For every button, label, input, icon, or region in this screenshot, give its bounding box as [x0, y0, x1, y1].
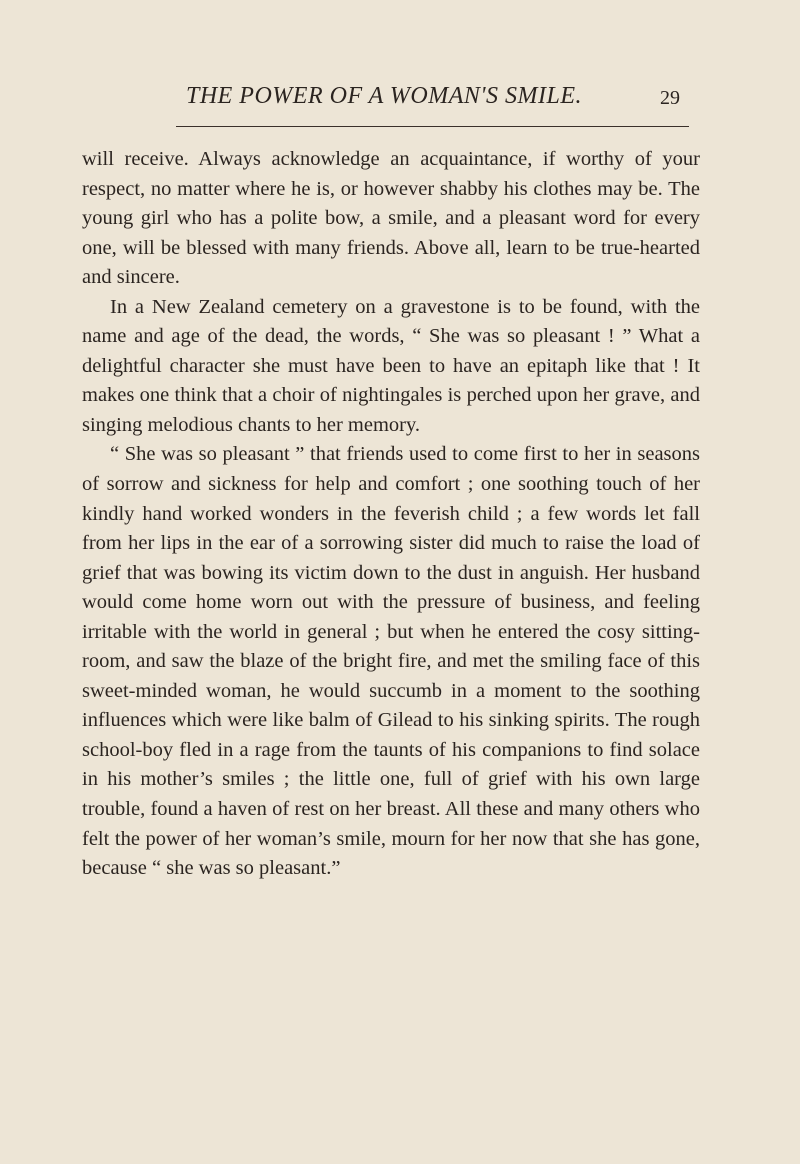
paragraph-1: will receive. Always acknowledge an acquaintance, if worthy of your respect, no matter where he is, or however shabby his clothes may be. The young girl who has a polite bow, a smile, and a pleasant word for every one, will be blessed with many friends. Above all, learn to be true-hearted and sincere. — [82, 148, 700, 289]
running-title: THE POWER OF A WOMAN'S SMILE. — [185, 83, 583, 109]
paragraph-3: “ She was so pleasant ” that friends used to come first to her in seasons of sorrow and sickness for help and comfort ; one soothing touch of her kindly hand worked wonders in the feverish child ; a few words let fall from her lips in the ear of a sorrowing sister did much to raise the load of grief that was bowing its victim down to the dust in anguish. Her husband would come home worn out with the pressure of business, and feeling irritable with the world in general ; but when he entered the cosy sitting-room, and saw the blaze of the bright fire, and met the smiling face of this sweet-minded woman, he would succumb in a moment to the soothing influences which were like balm of Gilead to his sinking spirits. The rough school-boy fled in a rage from the taunts of his companions to find solace in his mother’s smiles ; the little one, full of grief with his own large trouble, found a haven of rest on her breast. All these and many others who felt the power of her woman’s smile, mourn for her now that she has gone, because “ she was so pleasant.” — [82, 443, 700, 880]
page-number: 29 — [660, 87, 680, 109]
header-rule — [176, 126, 689, 127]
paragraph-2: In a New Zealand cemetery on a gravestone is to be found, with the name and age of the dead, the words, “ She was so pleasant ! ” What a delightful character she must have been to have an epitaph like that ! It makes one think that a choir of nightingales is perched upon her grave, and singing melodious chants to her memory. — [82, 295, 700, 436]
running-head — [140, 80, 680, 116]
body-text — [82, 145, 700, 884]
